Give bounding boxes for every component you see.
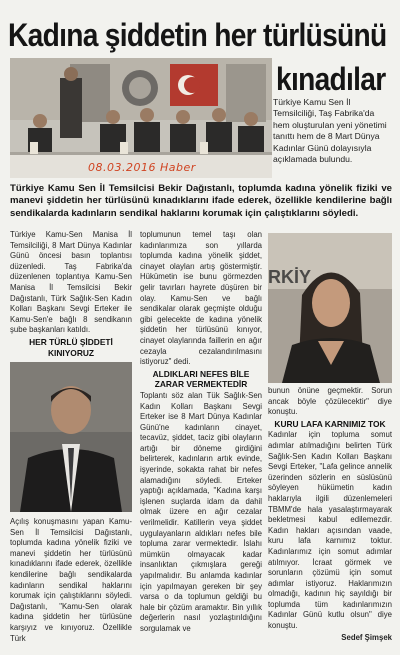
svg-text:RKİY: RKİY (268, 267, 312, 287)
portrait-woman-image (268, 233, 392, 383)
photo-caption: Türkiye Kamu Sen İl Temsilciliği, Taş Fabrika'da hem oluşturulan yeni yönetimi tanıttı hem de 8 Mart Dünya Kadınlar Günü dolayısıyla açıklamada bulundu. (273, 97, 387, 165)
portrait-photo-woman (268, 233, 392, 383)
column-1-bottom (10, 517, 132, 644)
handwritten-date-stamp: 08.03.2016 Haber (88, 161, 196, 174)
byline: Sedef Şimşek (341, 632, 392, 642)
subheading-breath: ALDIKLARI NEFES BİLE ZARAR VERMEKTEDİR (152, 368, 250, 390)
column-2 (140, 230, 262, 635)
headline-line-2: kınadılar (276, 61, 386, 97)
portrait-man-image (10, 362, 132, 512)
body-paragraph: Kadınlar için topluma somut adımlar atılmadığını belirten Türk Sağlık-Sen Kadın Kolları Başkanı Sevgi Erteker, "Lafa gelince annelik üzerinden sözlerin en süslüsünü söyleyen hükümetin kadın haklarıyla ilgili düzenlemeleri TBMM'de hala yasalaştırmayarak bekletmesi kabul edilemezdir. Kadın hakları açısından vaade, kuru lafa karnımız toktur. Kadınlarımız için somut adımlar atılmıyor. İcraat görmek ve sorunların çözümü için somut adımlar istiyoruz. Haklarımızın olmadığı, kadının hiç sayıldığı bir toplumda tüm kadınlarımızın Kadınlar Günü kutlu olsun" diye konuştu. (268, 430, 392, 631)
body-paragraph: Açılış konuşmasını yapan Kamu-Sen İl Temsilcisi Dağıstanlı, toplumda kadına yönelik fiziki ve manevi şiddetin her türlüsünü kınadıklarını ifade ederek, özellikle kendilerine bağlı sendikalarda kadınların sendikal haklarını korumak için çalıştıklarını söyledi. Dağıstanlı, "Kamu-Sen olarak kadına şiddetin her türlüsüne karşıyız ve kınıyoruz. Özellikle Türk (10, 517, 132, 643)
body-paragraph: toplumunun temel taşı olan kadınlarımıza son yıllarda toplumda kadına yönelik şiddet, cinayet olayları artış göstermiştir. Hükümetin ise bunu görmezden gelir tavırları hayrete düşüren bir olay. Kamu-Sen ve bağlı sendikalar olarak geçmişte olduğu gibi gelecekte de kadına yönelik şiddetin her türlüsünü kınıyor, cinayet olaylarında faillerin en ağır cezayla cezalandırılmasını istiyoruz" dedi. (140, 230, 262, 367)
body-paragraph: Türkiye Kamu-Sen Manisa İl Temsilciliği, 8 Mart Dünya Kadınlar Günü öncesi basın toplantısı düzenledi. Taş Fabrika'da düzenlenen toplantıya Kamu-Sen Manisa İl Temsilcisi Bekir Dağıstanlı, Türk Sağlık-Sen Kadın Kolları Başkanı Sevgi Erteker ile Kamu-Sen'e bağlı 8 sendikanın şube başkanları katıldı. (10, 230, 132, 335)
subheading-violence: HER TÜRLÜ ŞİDDETİ KINIYORUZ (29, 336, 113, 358)
portrait-photo-man (10, 362, 132, 512)
press-conference-photo (10, 58, 272, 178)
press-conference-image (10, 58, 272, 178)
headline-line-1: Kadına şiddetin her türlüsünü (8, 17, 387, 53)
column-3 (268, 386, 392, 643)
column-1-top (10, 230, 132, 359)
body-paragraph: Toplantı söz alan Tük Sağlık-Sen Kadın Kolları Başkanı Sevgi Erteker ise 8 Mart Dünya Kadınlar Günü'ne kadınların cinayet, tecavüz, şiddet, taciz gibi olayların artığı bir döneme girdiğini belirterek, kadınların artık evinde, işyerinde, sokakta rahat bir nefes alamadığını söyledi. Erteker yaptığı açıklamada, "Kadına karşı işlenen suçlarda idam da dahil olmak üzere en ağır cezalar verilmelidir. Katillerin veya şiddet uygulayanların aldıkları nefes bile topluma zarar vermektedir. İslahı mümkün olmayacak kadar insanlıktan çıkmışlara gereği yapılmalıdır. Bu anlamda kadınlar için yapılmayan gereken bir şey varsa o da toplumun geldiği bu hale bir çözüm aramaktır. Bin yıllık değerlerin nasıl yozlaştırıldığını sorgulamak ve (140, 390, 262, 633)
subheading-empty-words: KURU LAFA KARNIMIZ TOK (274, 418, 386, 429)
body-paragraph: bunun önüne geçmektir. Sorun ancak böyle çözülecektir" diye konuştu. (268, 386, 392, 417)
lead-paragraph: Türkiye Kamu Sen İl Temsilcisi Bekir Dağıstanlı, toplumda kadına yönelik fiziki ve manevi şiddetin her türlüsünü kınadıklarını ifade ederek, özellikle kendilerine bağlı sendikalarda kadınların sendikal haklarını korumak için çalıştıklarını söyledi. (10, 183, 392, 219)
